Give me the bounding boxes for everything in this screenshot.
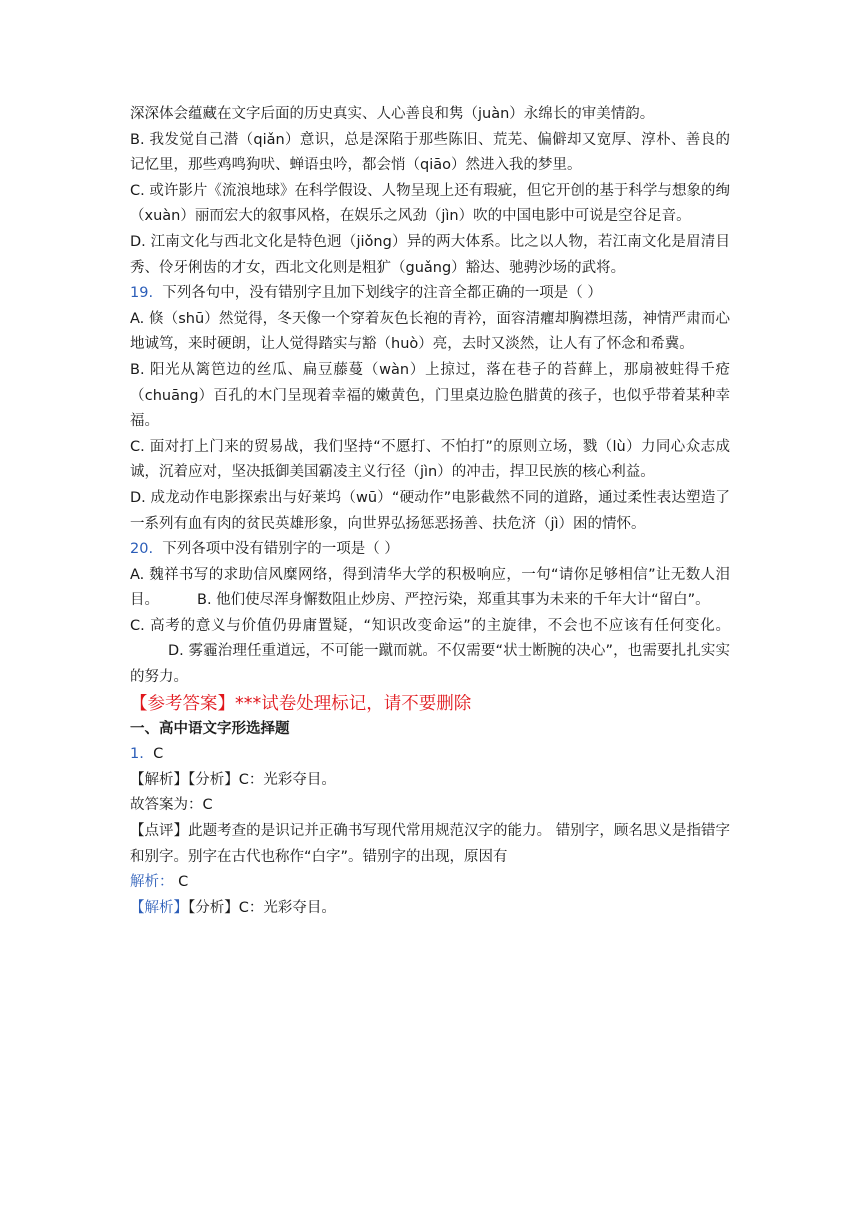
section-title: 一、高中语文字形选择题 (130, 720, 290, 737)
q19-option-a: A. 倏（shū）然觉得，冬天像一个穿着灰色长袍的青衿，面容清癯却胸襟坦荡，神情严肃而心地诚笃，来时硬朗，让人觉得踏实与豁（huò）亮，去时又淡然，让人有了怀念和希冀。 (130, 310, 730, 353)
answer-1-comment: 【点评】此题考查的是识记并正确书写现代常用规范汉字的能力。 错别字，顾名思义是指错字和别字。别字在古代也称作“白字”。错别字的出现，原因有 (130, 823, 730, 865)
q20-stem-text: 下列各项中没有错别字的一项是（ ） (162, 541, 399, 558)
q20-option-d: D. 雾霾治理任重道远，不可能一蹴而就。不仅需要“状士断腕的决心”，也需要扎扎实实的努力。 (130, 643, 730, 686)
q18-option-d: D. 江南文化与西北文化是特色迥（jiǒng）异的两大体系。比之以人物，若江南文化是眉清目秀、伶牙俐齿的才女，西北文化则是粗犷（guǎng）豁达、驰骋沙场的武将。 (130, 233, 730, 276)
q19-option-b: B. 阳光从篱笆边的丝瓜、扁豆藤蔓（wàn）上掠过，落在巷子的苔藓上，那扇被蛀得千疮（chuāng）百孔的木门呈现着幸福的嫩黄色，门里桌边脸色腊黄的孩子，也似乎带着某种幸福。 (130, 361, 730, 430)
q18-option-b: B. 我发觉自己潜（qiǎn）意识，总是深陷于那些陈旧、荒芜、偏僻却又宽厚、淳朴、善良的记忆里，那些鸡鸣狗吠、蝉语虫吟，都会悄（qiāo）然进入我的梦里。 (130, 131, 730, 174)
answer-1-value: C (153, 746, 164, 763)
answer-1-jiexi (130, 870, 730, 896)
document-content (130, 102, 730, 921)
answer-1-number: 1. (130, 746, 144, 763)
answer-1-jiexi-analysis (130, 896, 730, 922)
q20-number: 20. (130, 541, 154, 558)
jiexi-tag: 【解析】 (130, 899, 188, 916)
q20-stem (130, 537, 730, 563)
answer-1-conclusion: 故答案为：C (130, 797, 213, 814)
q18-option-c: C. 或许影片《流浪地球》在科学假设、人物呈现上还有瑕疵，但它开创的基于科学与想象的绚（xuàn）丽而宏大的叙事风格，在娱乐之风劲（jìn）吹的中国电影中可说是空谷足音。 (130, 182, 730, 225)
q20-options-ab (130, 563, 730, 614)
jiexi-label: 解析： (130, 874, 174, 891)
q19-option-c: C. 面对打上门来的贸易战，我们坚持“不愿打、不怕打”的原则立场，戮（lù）力同心众志成诚，沉着应对，坚决抵御美国霸凌主义行径（jìn）的冲击，捍卫民族的核心利益。 (130, 438, 730, 481)
jiexi-value: C (178, 874, 189, 891)
q20-options-cd (130, 614, 730, 691)
q20-option-c: C. 高考的意义与价值仍毋庸置疑，“知识改变命运”的主旋律，不会也不应该有任何变化。 (130, 617, 730, 634)
q19-stem (130, 281, 730, 307)
q19-stem-text: 下列各句中，没有错别字且加下划线字的注音全都正确的一项是（ ） (162, 285, 602, 302)
q18-option-a-tail: 深深体会蕴藏在文字后面的历史真实、人心善良和隽（juàn）永绵长的审美情韵。 (130, 106, 655, 122)
answer-1-line (130, 742, 730, 768)
q19-number: 19. (130, 285, 154, 302)
jiexi-rest: 【分析】C：光彩夺目。 (188, 899, 336, 916)
answer-1-analysis: 【解析】【分析】C：光彩夺目。 (130, 771, 336, 788)
answer-banner: 【参考答案】***试卷处理标记，请不要删除 (130, 693, 472, 714)
q20-option-a: A. 魏祥书写的求助信风糜网络，得到清华大学的积极响应，一句“请你足够相信”让无数人泪目。 (130, 566, 730, 609)
q19-option-d: D. 成龙动作电影探索出与好莱坞（wū）“硬动作”电影截然不同的道路，通过柔性表达塑造了一系列有血有肉的贫民英雄形象，向世界弘扬惩恶扬善、扶危济（jì）困的情怀。 (130, 489, 730, 532)
q20-option-b: B. 他们使尽浑身懈数阻止炒房、严控污染，郑重其事为未来的千年大计“留白”。 (197, 592, 710, 609)
